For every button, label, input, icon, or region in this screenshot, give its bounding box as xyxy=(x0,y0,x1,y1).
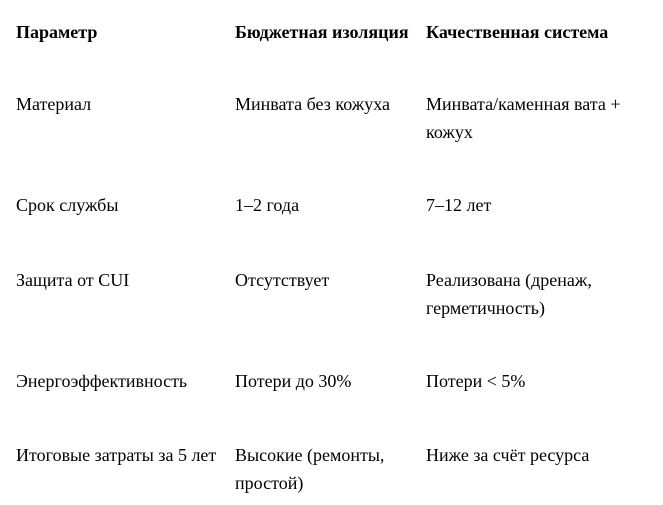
comparison-table xyxy=(8,10,663,505)
cell-parameter: Материал xyxy=(16,94,92,114)
header-budget-insulation: Бюджетная изоляция xyxy=(235,22,409,42)
cell-budget: Потери до 30% xyxy=(235,371,352,391)
cell-budget: 1–2 года xyxy=(235,195,300,215)
cell-quality: 7–12 лет xyxy=(426,195,492,215)
table-row xyxy=(8,433,663,505)
table-row xyxy=(8,359,663,433)
header-row xyxy=(8,10,663,82)
cell-quality: Минвата/каменная вата + кожух xyxy=(426,94,621,142)
cell-parameter: Защита от CUI xyxy=(16,270,130,290)
cell-quality: Реализована (дренаж, герметичность) xyxy=(426,270,592,318)
cell-quality: Ниже за счёт ресурса xyxy=(426,445,590,465)
table-row xyxy=(8,183,663,258)
cell-parameter: Энергоэффективность xyxy=(16,371,188,391)
cell-parameter: Срок службы xyxy=(16,195,119,215)
header-parameter: Параметр xyxy=(16,22,98,42)
table-row xyxy=(8,82,663,183)
table-row xyxy=(8,258,663,359)
cell-budget: Высокие (ремонты, простой) xyxy=(235,445,385,493)
cell-quality: Потери < 5% xyxy=(426,371,526,391)
cell-budget: Отсутствует xyxy=(235,270,330,290)
table-body xyxy=(8,82,663,505)
header-quality-system: Качественная система xyxy=(426,22,609,42)
cell-budget: Минвата без кожуха xyxy=(235,94,390,114)
cell-parameter: Итоговые затраты за 5 лет xyxy=(16,445,217,465)
table-header xyxy=(8,10,663,82)
